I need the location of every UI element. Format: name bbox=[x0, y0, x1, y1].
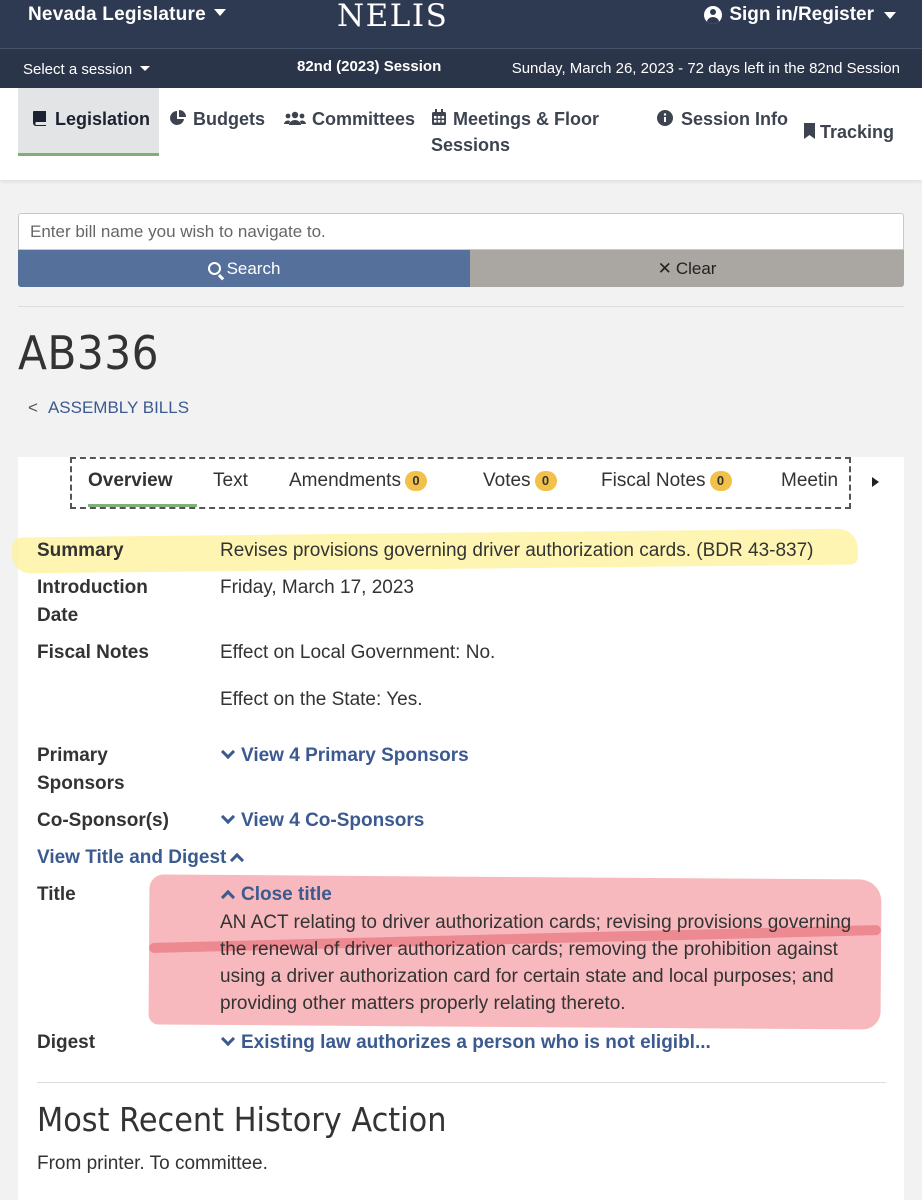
title-label: Title bbox=[37, 884, 76, 905]
tab-meetings[interactable] bbox=[781, 470, 838, 492]
bill-detail-card bbox=[18, 457, 904, 1200]
caret-down-icon bbox=[884, 12, 896, 19]
view-title-digest-toggle[interactable] bbox=[37, 844, 242, 872]
summary-label: Summary bbox=[37, 540, 124, 561]
fiscal-notes-label: Fiscal Notes bbox=[37, 642, 149, 663]
signin-menu[interactable] bbox=[704, 4, 896, 26]
digest-label: Digest bbox=[37, 1032, 96, 1053]
chevron-down-icon bbox=[221, 745, 235, 759]
breadcrumb-label: ASSEMBLY BILLS bbox=[47, 398, 190, 417]
nav-budgets[interactable] bbox=[169, 106, 265, 132]
bookmark-icon bbox=[803, 123, 816, 139]
page-title: AB336 bbox=[18, 326, 160, 380]
view-cosponsors-link[interactable] bbox=[220, 807, 424, 835]
nav-meetings[interactable] bbox=[431, 106, 606, 158]
chevron-down-icon bbox=[221, 1032, 235, 1046]
logo[interactable]: NELIS bbox=[337, 0, 449, 34]
calendar-icon bbox=[431, 109, 447, 126]
bill-search-box bbox=[18, 213, 904, 250]
chevron-down-icon bbox=[221, 810, 235, 824]
nav-session-info[interactable] bbox=[657, 106, 788, 132]
nav-label: Session Info bbox=[681, 109, 789, 129]
session-select-label: Select a session bbox=[23, 61, 133, 78]
nav-label: Tracking bbox=[820, 122, 895, 142]
clear-button[interactable] bbox=[470, 250, 904, 287]
main-nav bbox=[0, 88, 922, 180]
tab-label: Text bbox=[213, 470, 248, 491]
tab-label: Fiscal Notes bbox=[601, 470, 706, 491]
session-date-info: Sunday, March 26, 2023 - 72 days left in the 82nd Session bbox=[511, 60, 900, 77]
close-title-toggle[interactable] bbox=[220, 881, 332, 909]
link-label: View Title and Digest bbox=[37, 847, 227, 868]
count-badge: 0 bbox=[710, 471, 732, 491]
chevron-left-icon: < bbox=[28, 398, 38, 417]
pie-chart-icon bbox=[169, 110, 187, 126]
link-label: View 4 Primary Sponsors bbox=[241, 745, 469, 766]
tab-label: Meetin bbox=[781, 470, 839, 491]
clear-button-label: Clear bbox=[675, 259, 717, 278]
search-button[interactable] bbox=[18, 250, 470, 287]
bill-tabs bbox=[70, 457, 851, 509]
top-header bbox=[0, 0, 922, 48]
fiscal-local-value: Effect on Local Government: No. bbox=[220, 642, 496, 663]
close-icon: ✕ bbox=[657, 259, 672, 278]
nav-legislation[interactable] bbox=[18, 88, 159, 156]
nav-label: Committees bbox=[312, 109, 416, 129]
caret-down-icon bbox=[214, 9, 226, 16]
caret-down-icon bbox=[140, 66, 150, 71]
current-session: 82nd (2023) Session bbox=[297, 58, 442, 75]
intro-date-label: Introduction Date bbox=[37, 577, 148, 626]
tab-overview[interactable] bbox=[88, 470, 173, 492]
history-heading: Most Recent History Action bbox=[37, 1100, 447, 1139]
tab-scroll-right-icon[interactable] bbox=[872, 477, 879, 487]
link-label: View 4 Co-Sponsors bbox=[241, 810, 425, 831]
site-menu[interactable] bbox=[28, 4, 226, 26]
info-icon bbox=[657, 110, 675, 126]
nav-label: Legislation bbox=[55, 109, 151, 129]
digest-expand-link[interactable] bbox=[220, 1029, 711, 1057]
users-icon bbox=[284, 110, 306, 126]
nav-label: Meetings & Floor Sessions bbox=[431, 109, 600, 155]
user-circle-icon bbox=[704, 6, 722, 24]
session-select[interactable] bbox=[23, 61, 150, 78]
tab-label: Votes bbox=[483, 470, 531, 491]
tab-label: Overview bbox=[88, 470, 173, 491]
bill-search-input[interactable] bbox=[19, 214, 903, 249]
tab-text[interactable] bbox=[213, 470, 248, 492]
summary-value: Revises provisions governing driver authorization cards. (BDR 43-837) bbox=[220, 540, 814, 561]
section-divider bbox=[37, 1082, 886, 1083]
tab-votes[interactable] bbox=[483, 470, 557, 492]
signin-label: Sign in/Register bbox=[729, 4, 874, 25]
history-action: From printer. To committee. bbox=[37, 1153, 268, 1174]
breadcrumb[interactable] bbox=[28, 398, 189, 418]
search-button-label: Search bbox=[226, 259, 281, 278]
link-label: Close title bbox=[241, 884, 332, 905]
count-badge: 0 bbox=[535, 471, 557, 491]
nav-tracking[interactable] bbox=[803, 119, 894, 145]
nav-committees[interactable] bbox=[284, 106, 415, 132]
search-icon bbox=[208, 262, 221, 275]
tab-fiscal-notes[interactable] bbox=[601, 470, 732, 492]
chevron-up-icon bbox=[230, 853, 244, 867]
divider bbox=[18, 306, 904, 307]
cosponsors-label: Co-Sponsor(s) bbox=[37, 810, 169, 831]
active-tab-indicator bbox=[88, 504, 197, 507]
tab-label: Amendments bbox=[289, 470, 401, 491]
session-bar bbox=[0, 48, 922, 88]
title-text: AN ACT relating to driver authorization cards; revising provisions governing the renewal of driver authorization cards; removing the prohibition against using a driver authorization card for certain state and local purposes; and providing other matters properly relating thereto. bbox=[220, 912, 852, 1014]
tab-amendments[interactable] bbox=[289, 470, 427, 492]
chevron-up-icon bbox=[221, 890, 235, 904]
site-name: Nevada Legislature bbox=[28, 4, 206, 25]
fiscal-state-value: Effect on the State: Yes. bbox=[220, 689, 423, 710]
primary-sponsors-label: Primary Sponsors bbox=[37, 745, 125, 794]
view-primary-sponsors-link[interactable] bbox=[220, 742, 469, 770]
book-icon bbox=[31, 110, 49, 126]
intro-date-value: Friday, March 17, 2023 bbox=[220, 577, 414, 598]
nav-label: Budgets bbox=[193, 109, 265, 129]
link-label: Existing law authorizes a person who is not eligibl... bbox=[241, 1032, 711, 1053]
count-badge: 0 bbox=[405, 471, 427, 491]
